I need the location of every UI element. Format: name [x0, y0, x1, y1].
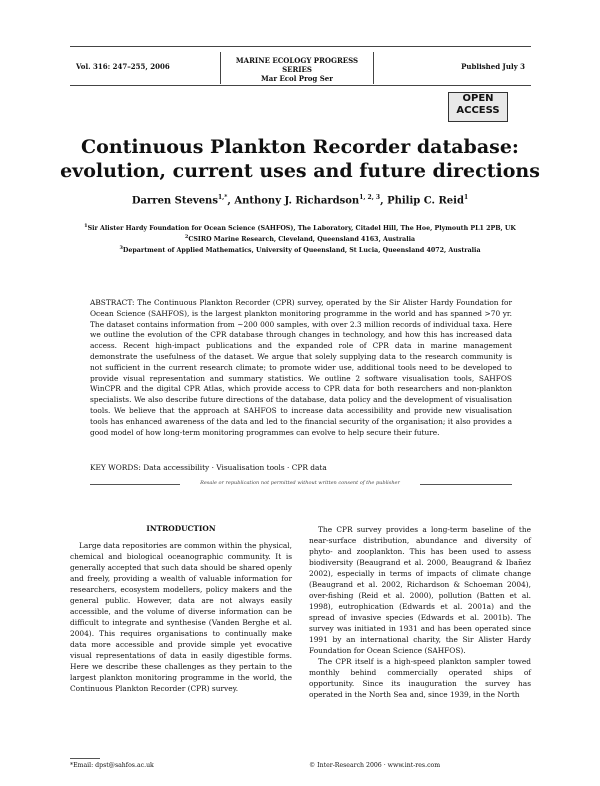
footnote-email: *Email: dpst@sahfos.ac.uk	[70, 762, 154, 769]
abstract: ABSTRACT: The Continuous Plankton Recorder (CPR) survey, operated by the Sir Alister Hardy Foundation for Ocean Science (SAHFOS), is the largest plankton monitoring programme in the world and has spanned >70 yr. The dataset contains information from ~200 000 samples, with over 2.3 million records of individual taxa. Here we outline the evolution of the CPR database through changes in technology, and how this has increased data access. Recent high-impact publications and the expanded role of CPR data in marine management demonstrate the usefulness of the dataset. We argue that solely supplying data to the research community is not sufficient in the current research climate; to promote wider use, additional tools need to be developed to provide visual representation and summary statistics. We outline 2 software visualisation tools, SAHFOS WinCPR and the digital CPR Atlas, which provide access to CPR data for both researchers and non-plankton specialists. We also describe future directions of the database, data policy and the development of visualisation tools. We believe that the approach at SAHFOS to increase data accessibility and provide new visualisation tools has enhanced awareness of the data and led to the financial security of the organisation; it also provides a good model of how long-term monitoring programmes can evolve to help secure their future.	[90, 298, 512, 437]
affil-sup: 3	[119, 245, 123, 252]
journal-name: MARINE ECOLOGY PROGRESS SERIES	[235, 56, 359, 74]
open-access-line2: ACCESS	[456, 105, 500, 116]
paper-title	[60, 135, 540, 183]
author-name: Philip C. Reid	[387, 195, 464, 207]
affiliations	[40, 222, 560, 255]
copyright: © Inter-Research 2006 · www.int-res.com	[309, 762, 441, 769]
author-name: Anthony J. Richardson	[234, 195, 360, 207]
open-access-line1: OPEN	[462, 93, 494, 104]
footnote-divider	[70, 758, 100, 759]
author-name: Darren Stevens	[131, 195, 218, 207]
open-access-badge	[448, 92, 508, 122]
author-sup: 1,*	[217, 194, 228, 201]
affil-text: Sir Alister Hardy Foundation for Ocean Science (SAHFOS), The Laboratory, Citadel Hill, The Hoe, Plymouth PL1 2PB, UK	[87, 225, 516, 233]
affiliation	[40, 233, 560, 244]
volume-info: Vol. 316: 247–255, 2006	[76, 62, 170, 71]
paragraph: Large data repositories are common within the physical, chemical and biological oceanographic community. It is generally accepted that such data should be shared openly and freely, providing a wealth of valuable information for researchers, ecosystem modellers, policy makers and the general public. However, data are not always easily accessible, and the volume of diverse information can be difficult to integrate and synthesise (Vanden Berghe et al. 2004). This requires organisations to continually make data more accessible and provide simple yet evocative visual representations of data in easily digestible forms. Here we describe these challenges as they pertain to the largest plankton monitoring programme in the world, the Continuous Plankton Recorder (CPR) survey.	[70, 541, 292, 693]
affiliation	[40, 244, 560, 255]
title-line-2: evolution, current uses and future directions	[60, 160, 540, 182]
affil-sup: 2	[184, 234, 189, 241]
journal-header	[70, 46, 531, 86]
journal-name-box	[220, 52, 374, 84]
affil-text: CSIRO Marine Research, Cleveland, Queensland 4163, Australia	[188, 236, 416, 244]
title-line-1: Continuous Plankton Recorder database:	[81, 136, 519, 158]
paragraph: The CPR itself is a high-speed plankton sampler towed monthly behind commercially operated ships of opportunity. Since its inauguration the survey has operated in the North Sea and, since 1939, in the North	[309, 657, 531, 699]
journal-abbr: Mar Ecol Prog Ser	[261, 74, 333, 83]
left-column	[70, 540, 292, 694]
author-list: Darren Stevens$^{1,*}$, Anthony J. Richardson$^{1, 2, 3}$, Philip C. Reid$^1$	[131, 194, 469, 207]
affil-text: Department of Applied Mathematics, University of Queensland, St Lucia, Queensland 4072, Australia	[122, 247, 481, 255]
section-heading: INTRODUCTION	[146, 524, 216, 533]
author-sup: 1	[463, 194, 469, 201]
resale-notice: Resale or republication not permitted without written consent of the publisher	[180, 480, 420, 486]
right-column	[309, 524, 531, 700]
affil-sup: 1	[84, 223, 88, 229]
paragraph: The CPR survey provides a long-term baseline of the near-surface distribution, abundance and diversity of phyto- and zooplankton. This has been used to assess biodiversity (Beaugrand et al. 2000, Beaugrand & Ibañez 2002), especially in terms of impacts of climate change (Beaugrand et al. 2002, Richardson & Schoeman 2004), over-fishing (Reid et al. 2000), pollution (Batten et al. 1998), eutrophication (Edwards et al. 2001a) and the spread of invasive species (Edwards et al. 2001b). The survey was initiated in 1931 and has been operated since 1991 by an international charity, the Sir Alister Hardy Foundation for Ocean Science (SAHFOS).	[309, 525, 531, 655]
author-sup: 1, 2, 3	[359, 194, 381, 201]
keywords: KEY WORDS: Data accessibility · Visualisation tools · CPR data	[90, 463, 327, 472]
published-date: Published July 3	[461, 62, 525, 71]
affiliation	[40, 222, 560, 233]
